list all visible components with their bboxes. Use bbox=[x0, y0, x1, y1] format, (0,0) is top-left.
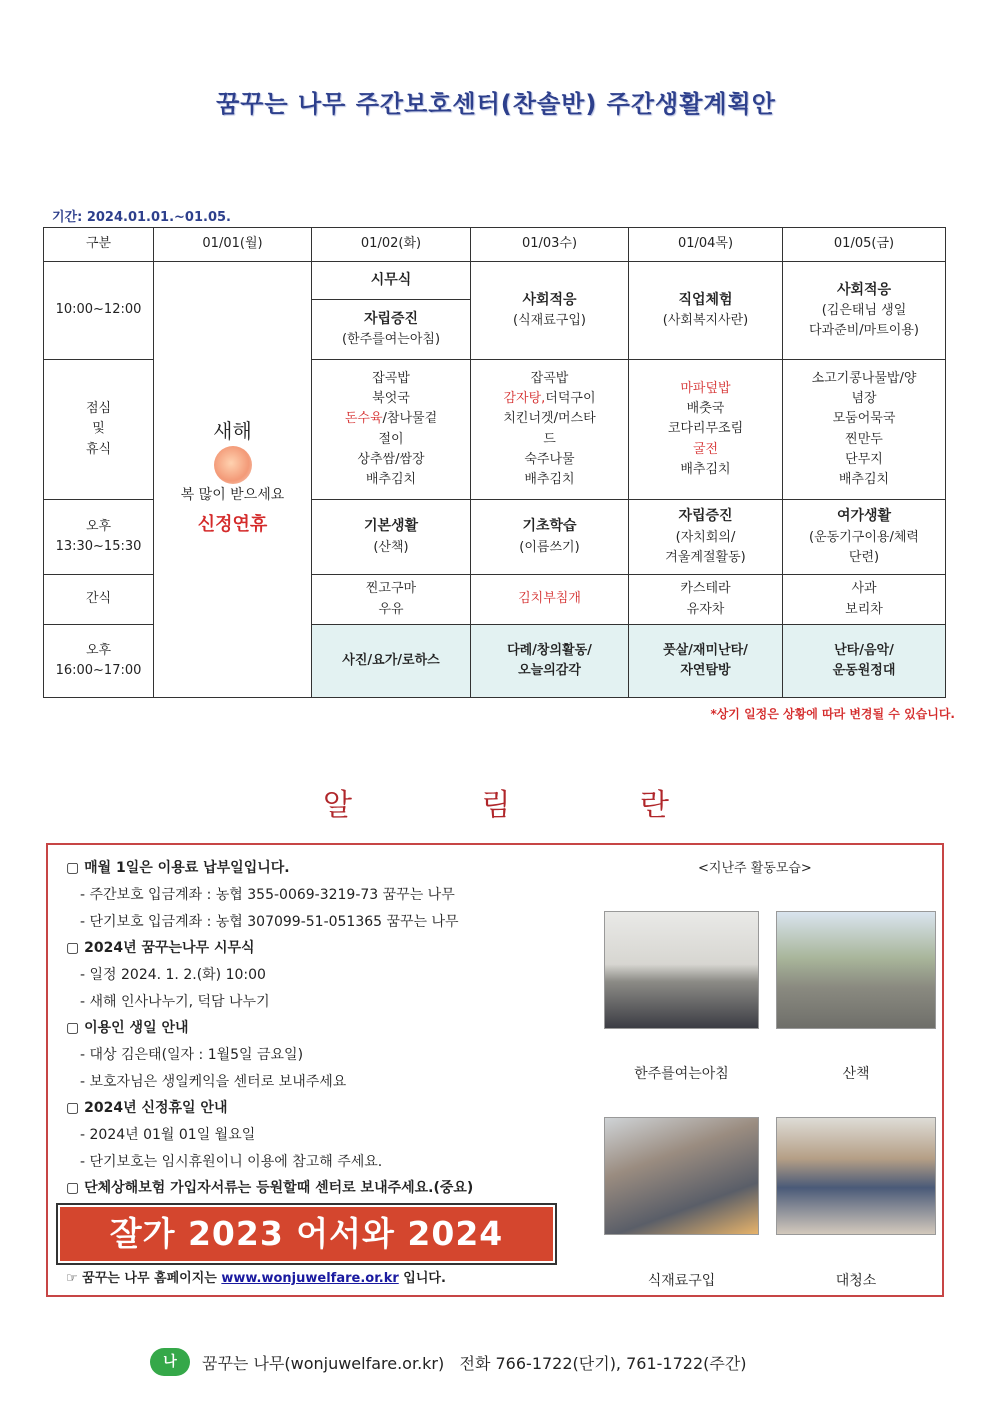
header-category: 구분 bbox=[44, 228, 154, 262]
tue-late: 사진/요가/로하스 bbox=[312, 625, 471, 698]
fri-am: 사회적응 (김은태님 생일 다과준비/마트이용) bbox=[783, 262, 946, 360]
tue-pm: 기본생활 (산책) bbox=[312, 500, 471, 575]
thu-am: 직업체험 (사회복지사란) bbox=[629, 262, 783, 360]
fri-late: 난타/음악/ 운동원정대 bbox=[783, 625, 946, 698]
fri-snack: 사과 보리차 bbox=[783, 575, 946, 625]
wed-late: 다례/창의활동/ 오늘의감각 bbox=[471, 625, 629, 698]
fri-pm: 여가생활 (운동기구이용/체력 단련) bbox=[783, 500, 946, 575]
page-title: 꿈꾸는 나무 주간보호센터(찬솔반) 주간생활계획안 bbox=[216, 90, 776, 118]
thu-snack: 카스테라 유자차 bbox=[629, 575, 783, 625]
notice-line: - 단기보호는 임시휴원이니 이용에 참고해 주세요. bbox=[80, 1154, 383, 1170]
notice-line: ▢ 2024년 꿈꾸는나무 시무식 bbox=[66, 940, 255, 956]
row-label-lunch: 점심 및 휴식 bbox=[44, 360, 154, 500]
thu-pm: 자립증진 (자치회의/ 겨울계절활동) bbox=[629, 500, 783, 575]
row-label-am: 10:00~12:00 bbox=[44, 262, 154, 360]
footer bbox=[150, 1348, 747, 1376]
activity-photo-cleaning bbox=[776, 1117, 936, 1235]
activity-photo-shopping bbox=[604, 1117, 759, 1235]
wed-snack: 김치부침개 bbox=[471, 575, 629, 625]
notice-line: ▢ 2024년 신정휴일 안내 bbox=[66, 1100, 228, 1116]
homepage-link[interactable]: www.wonjuwelfare.or.kr bbox=[221, 1271, 399, 1286]
notice-line: - 일정 2024. 1. 2.(화) 10:00 bbox=[80, 967, 266, 983]
notice-line: - 2024년 01월 01일 월요일 bbox=[80, 1127, 256, 1143]
homepage-line: ☞ 꿈꾸는 나무 홈페이지는 www.wonjuwelfare.or.kr 입니다. bbox=[66, 1271, 446, 1286]
schedule-change-note: *상기 일정은 상황에 따라 변경될 수 있습니다. bbox=[710, 707, 955, 721]
heart-logo-icon: 나 bbox=[150, 1348, 190, 1376]
photo-caption: 식재료구입 bbox=[647, 1273, 716, 1289]
tue-am: 자립증진 (한주를여는아침) bbox=[312, 300, 471, 360]
notice-line: - 새해 인사나누기, 덕담 나누기 bbox=[80, 994, 270, 1010]
notice-line: - 단기보호 입금계좌 : 농협 307099-51-051365 꿈꾸는 나무 bbox=[80, 914, 459, 930]
photo-caption: 산책 bbox=[842, 1066, 870, 1082]
header-fri: 01/05(금) bbox=[783, 228, 946, 262]
new-year-banner: 잘가 2023 어서와 2024 bbox=[60, 1207, 553, 1261]
notice-heading: 알 림 란 bbox=[322, 788, 729, 823]
activity-photo-walk bbox=[776, 911, 936, 1029]
row-label-snack: 간식 bbox=[44, 575, 154, 625]
notice-box bbox=[46, 843, 944, 1297]
tue-am-top: 시무식 bbox=[312, 262, 471, 300]
notice-line: ▢ 매월 1일은 이용료 납부일입니다. bbox=[66, 860, 290, 876]
wed-lunch: 잡곡밥 감자탕,더덕구이 치킨너겟/머스타 드 숙주나물 배추김치 bbox=[471, 360, 629, 500]
thu-late: 풋살/재미난타/ 자연탐방 bbox=[629, 625, 783, 698]
notice-line: - 대상 김은태(일자 : 1월5일 금요일) bbox=[80, 1047, 304, 1063]
sun-icon bbox=[214, 446, 252, 484]
header-mon: 01/01(월) bbox=[154, 228, 312, 262]
header-thu: 01/04목) bbox=[629, 228, 783, 262]
thu-lunch: 마파덮밥 배춧국 코다리무조림 굴전 배추김치 bbox=[629, 360, 783, 500]
fri-lunch: 소고기콩나물밥/양 념장 모둠어묵국 찐만두 단무지 배추김치 bbox=[783, 360, 946, 500]
header-wed: 01/03수) bbox=[471, 228, 629, 262]
table-header-row bbox=[44, 228, 946, 262]
wed-am: 사회적응 (식재료구입) bbox=[471, 262, 629, 360]
row-label-late: 오후 16:00~17:00 bbox=[44, 625, 154, 698]
footer-text: 꿈꾸는 나무(wonjuwelfare.or.kr) 전화 766-1722(단기), 761-1722(주간) bbox=[202, 1353, 747, 1373]
schedule-period: 기간: 2024.01.01.~01.05. bbox=[52, 210, 231, 225]
holiday-label: 신정연휴 bbox=[197, 514, 268, 536]
new-year-greeting: 새해 복 많이 받으세요 bbox=[180, 418, 285, 503]
notice-line: ▢ 단체상해보험 가입자서류는 등원할때 센터로 보내주세요.(중요) bbox=[66, 1180, 474, 1196]
tue-lunch: 잡곡밥 북엇국 돈수육/참나물겉 절이 상추쌈/쌈장 배추김치 bbox=[312, 360, 471, 500]
notice-line: - 주간보호 입금계좌 : 농협 355-0069-3219-73 꿈꾸는 나무 bbox=[80, 887, 455, 903]
photos-caption: <지난주 활동모습> bbox=[698, 861, 812, 876]
activity-photo-morning bbox=[604, 911, 759, 1029]
holiday-cell bbox=[154, 262, 312, 698]
tue-snack: 찐고구마 우유 bbox=[312, 575, 471, 625]
wed-pm: 기초학습 (이름쓰기) bbox=[471, 500, 629, 575]
row-label-pm: 오후 13:30~15:30 bbox=[44, 500, 154, 575]
photo-caption: 한주를여는아침 bbox=[634, 1066, 729, 1082]
notice-line: - 보호자님은 생일케익을 센터로 보내주세요 bbox=[80, 1074, 347, 1090]
weekly-schedule-table bbox=[43, 227, 946, 698]
table-row bbox=[44, 262, 946, 300]
photo-caption: 대청소 bbox=[835, 1273, 877, 1289]
notice-line: ▢ 이용인 생일 안내 bbox=[66, 1020, 189, 1036]
header-tue: 01/02(화) bbox=[312, 228, 471, 262]
